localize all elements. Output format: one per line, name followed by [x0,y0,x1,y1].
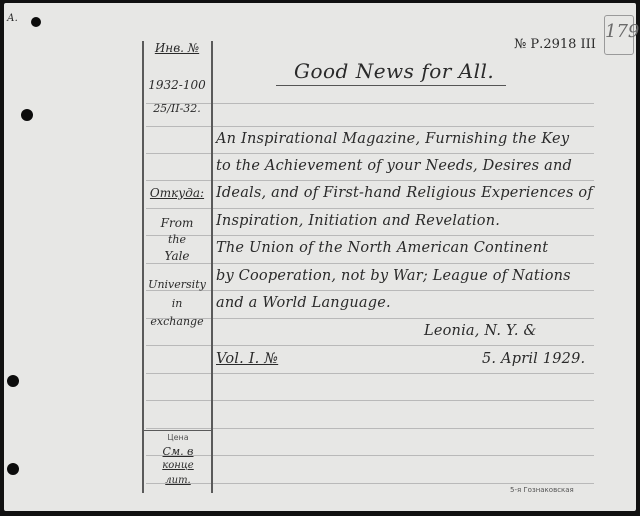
punch-hole-upper [21,109,33,121]
description-line: by Cooperation, not by War; League of Nations [216,268,571,284]
source-label: Откуда: [149,186,205,200]
source-line: the [167,233,186,246]
publication-place: Leonia, N. Y. & [424,323,537,339]
ruled-line [146,208,594,209]
ruled-line [146,180,594,181]
source-line: From [160,216,194,230]
inventory-label: Инв. № [154,41,200,55]
price-value: См. в [162,445,194,458]
ruled-line [146,103,594,104]
price-value: лит. [165,475,191,486]
source-line: Yale [164,249,190,263]
ruled-line [146,318,594,319]
description-line: to the Achievement of your Needs, Desires and [216,158,572,174]
punch-hole-top-left [31,17,41,27]
ruled-line [146,290,594,291]
record-number: № Р.2918 III [514,37,596,52]
catalog-card [4,3,640,511]
ruled-line [146,455,594,456]
printer-mark: 5-я Гознаковская [510,486,574,494]
source-line: in [171,297,183,310]
punch-hole-lower [7,463,19,475]
inventory-number: 1932-100 [148,78,206,92]
ruled-line [146,263,594,264]
corner-mark: А. [7,13,18,24]
punch-hole-middle [7,375,19,387]
source-line: University [148,278,206,291]
description-line: An Inspirational Magazine, Furnishing the Key [216,131,570,147]
ruled-line [146,373,594,374]
ruled-line [146,483,594,484]
description-line: Inspiration, Initiation and Revelation. [216,213,501,229]
document-title: Good News for All. [294,59,495,83]
publication-date: 5. April 1929. [482,351,586,367]
sheet-number: 179 [605,21,640,42]
ruled-line [146,345,594,346]
volume-number: Vol. I. № [216,351,279,367]
description-line: The Union of the North American Continent [216,240,549,256]
description-line: Ideals, and of First-hand Religious Experiences of [216,185,593,201]
ruled-line [146,153,594,154]
price-label: Цена [167,433,189,442]
source-line: exchange [150,315,204,328]
price-value: конце [162,460,194,471]
price-box-top [144,430,212,431]
description-line: and a World Language. [216,295,391,311]
ruled-line [146,428,594,429]
ruled-line [146,235,594,236]
column-rule-right [211,41,213,493]
title-underline [276,85,506,86]
ruled-line [146,400,594,401]
ruled-line [146,126,594,127]
inventory-date: 25/II-32. [153,102,201,115]
